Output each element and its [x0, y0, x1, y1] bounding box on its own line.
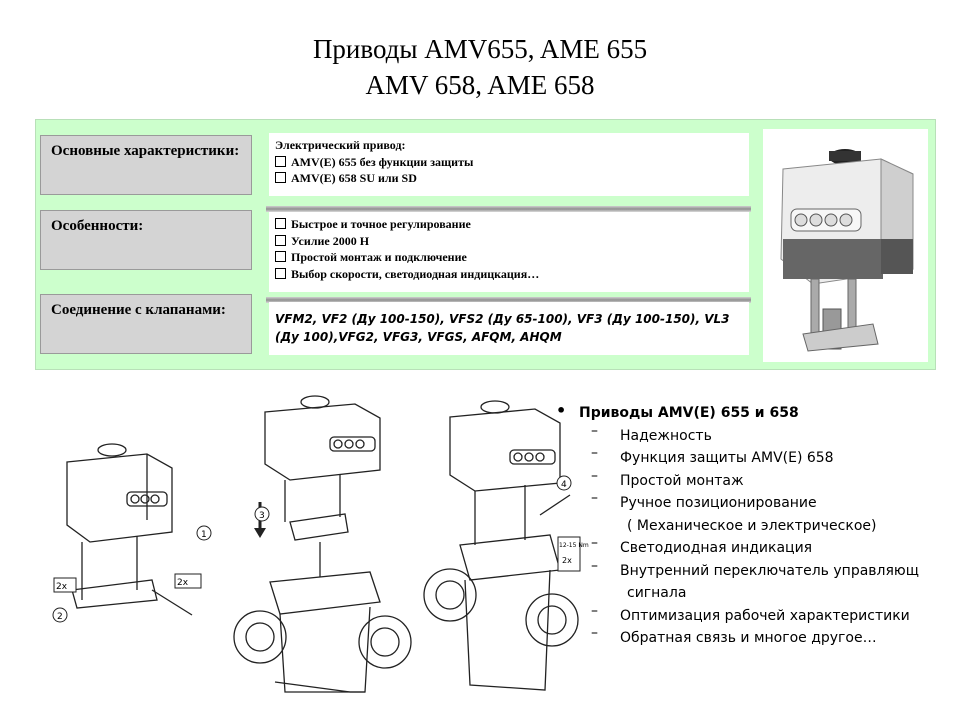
- twice-label-a: 2x: [56, 582, 68, 592]
- step-3-label: 3: [259, 511, 265, 521]
- dash-icon: –: [591, 467, 598, 484]
- features-list-item: – Внутренний переключатель управляющ: [563, 560, 919, 583]
- dash-icon: –: [591, 602, 598, 619]
- features-list-heading: • Приводы AMV(E) 655 и 658: [556, 401, 799, 421]
- dash-icon: –: [591, 535, 598, 551]
- basic-heading: Электрический привод:: [275, 138, 406, 152]
- dash-icon: –: [591, 490, 598, 506]
- dash-icon: –: [591, 557, 598, 574]
- features-list-item: – Светодиодная индикация: [563, 537, 919, 560]
- dash-icon: –: [591, 625, 598, 641]
- actuator-photo: [763, 129, 928, 362]
- valve-assembly-drawing-icon: [420, 395, 589, 710]
- checkbox-icon: [275, 235, 286, 246]
- features-label: Особенности:: [40, 210, 252, 270]
- page-title-line2: AMV 658, AME 658: [365, 70, 595, 100]
- twice-label-b: 2x: [177, 578, 189, 588]
- actuator-photo-icon: [763, 129, 928, 362]
- valve-drawing-icon: [230, 392, 420, 710]
- actuator-drawing-icon: [42, 440, 217, 630]
- features-list-item: ( Механическое и электрическое): [627, 517, 877, 534]
- step-4-label: 4: [561, 480, 567, 490]
- page-title-line1: Приводы AMV655, AME 655: [312, 34, 648, 64]
- features-list-item: – Обратная связь и многое другое…: [563, 627, 919, 650]
- step-2-label: 2: [57, 612, 63, 622]
- feature-item: Быстрое и точное регулирование: [275, 216, 743, 233]
- features-list-item: сигнала: [627, 585, 687, 601]
- basic-item: AMV(E) 655 без функции защиты: [275, 154, 743, 171]
- feature-item: Простой монтаж и подключение: [275, 249, 743, 266]
- checkbox-icon: [275, 218, 286, 229]
- dash-icon: –: [591, 422, 598, 439]
- features-list: [556, 401, 919, 650]
- basic-characteristics-label: Основные характеристики:: [40, 135, 252, 195]
- features-list-item: – Ручное позиционирование: [563, 492, 919, 515]
- connection-label: Соединение с клапанами:: [40, 294, 252, 354]
- basic-item: AMV(E) 658 SU или SD: [275, 170, 743, 187]
- features-list-item: – Функция защиты AMV(E) 658: [563, 447, 919, 470]
- checkbox-icon: [275, 156, 286, 167]
- checkbox-icon: [275, 172, 286, 183]
- dash-icon: –: [591, 445, 598, 461]
- twice-label-c: 2x: [562, 556, 572, 565]
- feature-item: Выбор скорости, светодиодная индицкация…: [275, 266, 743, 283]
- spec-panel: [35, 119, 936, 370]
- installation-drawing-2: [230, 392, 420, 710]
- torque-label: 12-15 Nm: [559, 542, 589, 549]
- basic-characteristics-content: [269, 133, 749, 196]
- checkbox-icon: [275, 251, 286, 262]
- installation-drawing-1: [42, 440, 217, 630]
- features-content: [269, 212, 749, 292]
- checkbox-icon: [275, 268, 286, 279]
- features-list-item: – Надежность: [563, 425, 919, 448]
- connection-content: VFM2, VF2 (Ду 100-150), VFS2 (Ду 65-100), VF3 (Ду 100-150), VL3 (Ду 100),VFG2, VFG3, VFGS, AFQM, AHQM: [269, 302, 749, 355]
- features-list-item: – Оптимизация рабочей характеристики: [563, 605, 919, 628]
- step-1-label: 1: [201, 530, 207, 540]
- feature-item: Усилие 2000 Н: [275, 233, 743, 250]
- bullet-icon: •: [556, 401, 567, 420]
- features-list-item: – Простой монтаж: [563, 470, 919, 493]
- installation-drawing-3: [420, 395, 589, 710]
